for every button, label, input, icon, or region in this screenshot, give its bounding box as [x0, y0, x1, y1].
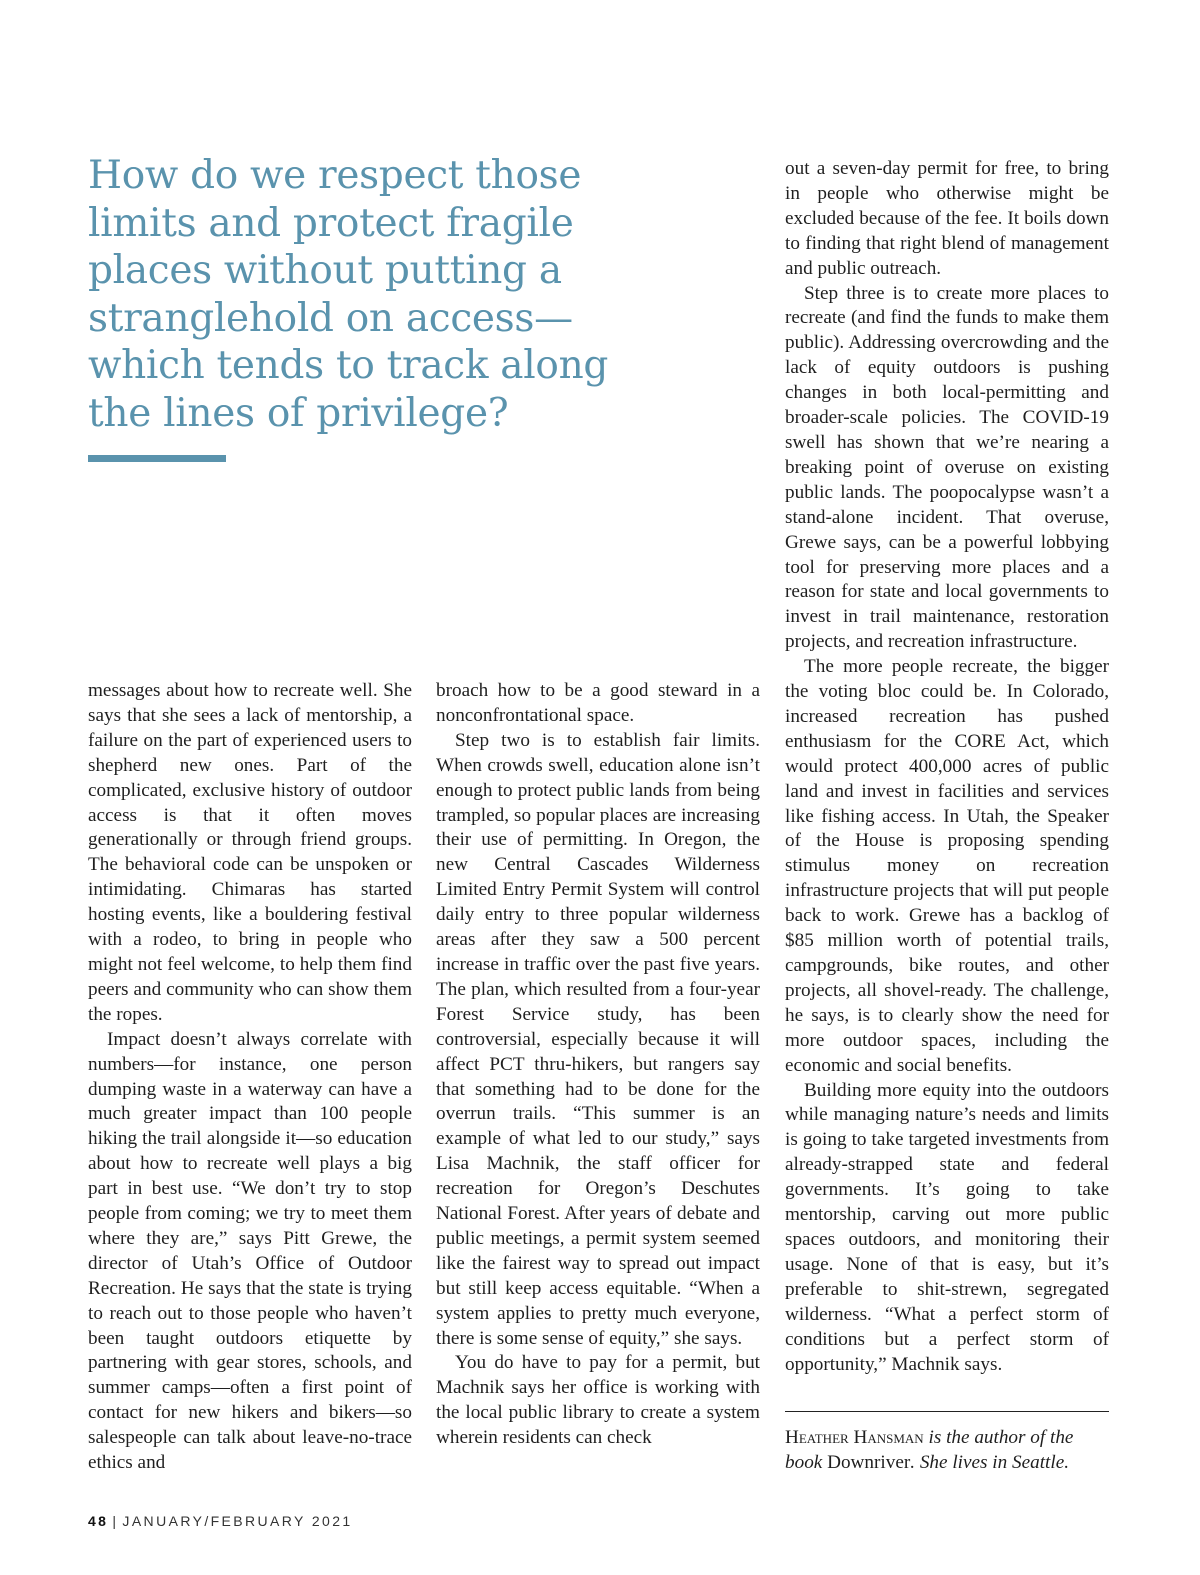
paragraph: Impact doesn’t always correlate with numbers—for instance, one person dumping waste in a waterway can have a much greater impact than 100 people hiking the trail alongside it—so education about how to recreate well plays a big part in best use. “We don’t try to stop people from coming; we try to meet them where they are,” says Pitt Grewe, the director of Utah’s Office of Outdoor Recreation. He says that the state is trying to reach out to those people who haven’t been taught outdoors etiquette by partnering with gear stores, schools, and summer camps—often a first point of contact for new hikers and bikers—so salespeople can talk about leave-no-trace ethics and: [88, 1028, 412, 1474]
bio-text: . She lives in Seattle.: [910, 1451, 1070, 1473]
paragraph: Step three is to create more places to recreate (and find the funds to make them public). Addressing overcrowding and the lack of equity outdoors is pushing changes in both local-permitting and broader-scale policies. The COVID-19 swell has shown that we’re nearing a breaking point of overuse on existing public lands. The poopocalypse wasn’t a stand-alone incident. That overuse, Grewe says, can be a powerful lobbying tool for preserving more places and a reason for state and local governments to invest in trail maintenance, restoration projects, and recreation infrastructure.: [785, 282, 1109, 653]
bio-text: is the author of the book: [785, 1427, 1074, 1473]
paragraph: messages about how to recreate well. She says that she sees a lack of mentorship, a failure on the part of experienced users to shepherd new ones. Part of the complicated, exclusive history of outdoor access is that it often moves generationally or through friend groups. The behavioral code can be unspoken or intimidating. Chimaras has started hosting events, like a bouldering festival with a rodeo, to bring in people who might not feel welcome, to help them find peers and community who can show them the ropes.: [88, 680, 412, 1025]
paragraph: broach how to be a good steward in a nonconfrontational space.: [436, 680, 760, 726]
paragraph: The more people recreate, the bigger the voting bloc could be. In Colorado, increased recreation has pushed enthusiasm for the CORE Act, which would protect 400,000 acres of public land and invest in facilities and services like fishing access. In Utah, the Speaker of the House is proposing spending stimulus money on recreation infrastructure projects that will put people back to work. Grewe has a backlog of $85 million worth of potential trails, campgrounds, bike routes, and other projects, all shovel-ready. The challenge, he says, is to clearly show the need for more outdoor spaces, including the economic and social benefits.: [785, 656, 1109, 1076]
footer-separator: |: [112, 1513, 119, 1529]
author-bio: [785, 1426, 1109, 1476]
page-number: 48: [88, 1513, 109, 1529]
bio-rule: [785, 1411, 1109, 1412]
pull-quote: How do we respect those limits and protect fragile places without putting a stranglehold on access—which tends to track along the lines of privilege?: [88, 153, 609, 436]
paragraph: Building more equity into the outdoors while managing nature’s needs and limits is going to take targeted investments from already-strapped state and federal governments. It’s going to take mentorship, carving out more public spaces outdoors, and monitoring their usage. None of that is easy, but it’s preferable to shit-strewn, segregated wilderness. “What a perfect storm of conditions but a perfect storm of opportunity,” Machnik says.: [785, 1079, 1109, 1375]
article-column-1: [88, 679, 412, 1476]
book-title: Downriver: [827, 1451, 911, 1473]
article-column-2: [436, 679, 760, 1451]
page-footer: [88, 1513, 353, 1529]
paragraph: out a seven-day permit for free, to bring in people who otherwise might be excluded because of the fee. It boils down to finding that right blend of management and public outreach.: [785, 158, 1109, 279]
article-column-3: [785, 157, 1109, 1377]
paragraph: Step two is to establish fair limits. When crowds swell, education alone isn’t enough to protect public lands from being trampled, so popular places are increasing their use of permitting. In Oregon, the new Central Cascades Wilderness Limited Entry Permit System will control daily entry to three popular wilderness areas after they saw a 500 percent increase in traffic over the past five years. The plan, which resulted from a four-year Forest Service study, has been controversial, especially because it will affect PCT thru-hikers, but rangers say that something had to be done for the overrun trails. “This summer is an example of what led to our study,” says Lisa Machnik, the staff officer for recreation for Oregon’s Deschutes National Forest. After years of debate and public meetings, a permit system seemed like the fairest way to spread out impact but still keep access equitable. “When a system applies to pretty much everyone, there is some sense of equity,” she says.: [436, 729, 760, 1349]
pull-quote-rule: [88, 455, 226, 462]
author-name: Heather Hansman: [785, 1427, 924, 1448]
paragraph: You do have to pay for a permit, but Machnik says her office is working with the local public library to create a system wherein residents can check: [436, 1352, 760, 1449]
issue-date: JANUARY/FEBRUARY 2021: [122, 1513, 353, 1529]
